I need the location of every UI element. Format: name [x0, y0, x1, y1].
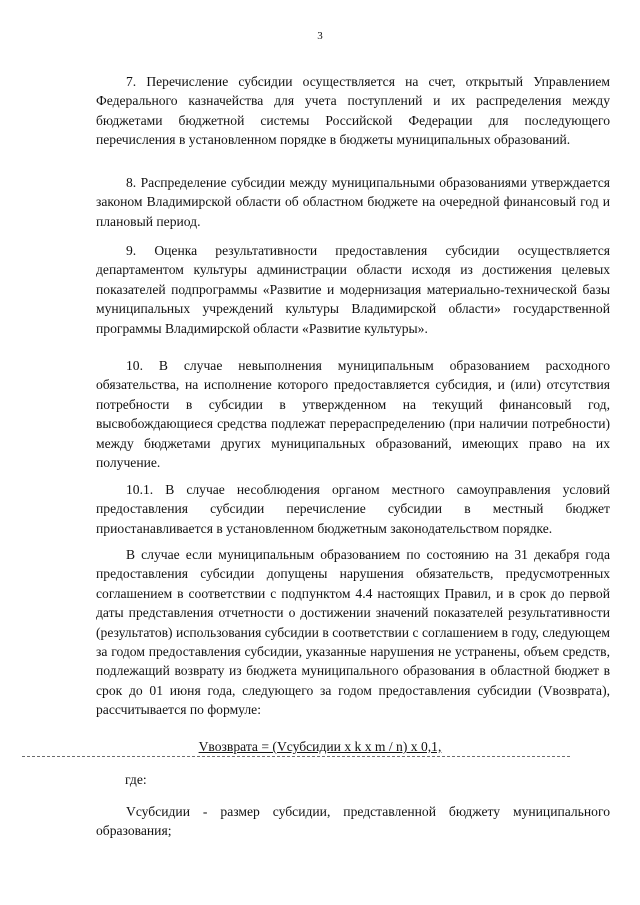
definition-v-subsidy: Vсубсидии - размер субсидии, представленной бюджету муниципального образования;	[96, 804, 610, 839]
where-label: где:	[125, 772, 147, 787]
paragraph-9: 9. Оценка результативности предоставления субсидии осуществляется департаментом культуры администрации области исходя из достижения целевых показателей подпрограммы «Развитие и модернизация материально-технической базы муниципальных учреждений культуры Владимирской области» государственной программы Владимирской области «Развитие культуры».	[96, 243, 610, 336]
paragraph-8: 8. Распределение субсидии между муниципальными образованиями утверждается законом Владимирской области об областном бюджете на очередной финансовый год и плановый период.	[96, 175, 610, 229]
return-formula: Vвозврата = (Vсубсидии x k x m / n) x 0,1,	[198, 739, 442, 754]
paragraph-return-rule: В случае если муниципальным образованием по состоянию на 31 декабря года предоставления субсидии допущены нарушения обязательств, предусмотренных соглашением в соответствии с подпунктом 4.4 настоящих Правил, и в срок до первой даты представления отчетности о достижении значений показателей результативности (результатов) использования субсидии в соответствии с соглашением в году, следующем за годом предоставления субсидии, указанные нарушения не устранены, объем средств, подлежащий возврату из бюджета муниципального образования в областной бюджет в срок до 01 июня года, следующего за годом предоставления субсидии (Vвозврата), рассчитывается по формуле:	[96, 547, 610, 718]
paragraph-10-1: 10.1. В случае несоблюдения органом местного самоуправления условий предоставления субсидии перечисление субсидии в местный бюджет приостанавливается в установленном бюджетным законодательством порядке.	[96, 482, 610, 536]
paragraph-10: 10. В случае невыполнения муниципальным образованием расходного обязательства, на исполнение которого предоставляется субсидия, и (или) отсутствия потребности в субсидии в утвержденном на текущий финансовый год, высвобождающиеся средства подлежат перераспределению (при наличии потребности) между бюджетами других муниципальных образований, имеющих право на их получение.	[96, 358, 610, 471]
paragraph-7: 7. Перечисление субсидии осуществляется на счет, открытый Управлением Федерального казначейства для учета поступлений и их распределения между бюджетами бюджетной системы Российской Федерации для последующего перечисления в установленном порядке в бюджеты муниципальных образований.	[96, 74, 610, 148]
page-number: 3	[317, 30, 323, 42]
